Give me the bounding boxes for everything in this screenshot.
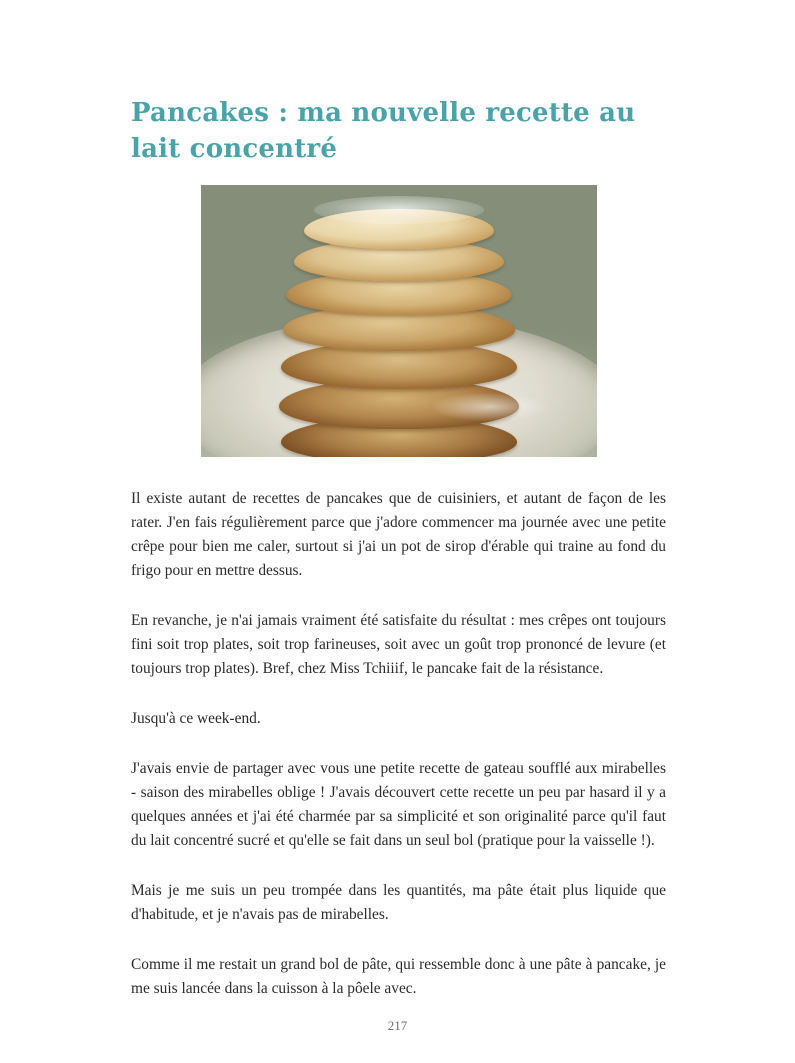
powdered-sugar-highlight xyxy=(314,196,484,224)
pancake-stack-photo xyxy=(201,185,597,457)
body-paragraph: Il existe autant de recettes de pancakes que de cuisiniers, et autant de façon de les rater. J'en fais régulièrement parce que j'adore commencer ma journée avec une petite crêpe pour bien me caler, surtout si j'ai un pot de sirop d'érable qui traine au fond du frigo pour en mettre dessus. xyxy=(131,490,666,579)
article-figure xyxy=(131,185,666,457)
document-content xyxy=(131,95,666,1001)
body-paragraph: En revanche, je n'ai jamais vraiment été satisfaite du résultat : mes crêpes ont toujours fini soit trop plates, soit trop farineuses, soit avec un goût trop prononcé de levure (et toujours trop plates). Bref, chez Miss Tchiiif, le pancake fait de la résistance. xyxy=(131,612,666,677)
page-title: Pancakes : ma nouvelle recette au lait concentré xyxy=(131,98,636,164)
powdered-sugar-highlight xyxy=(430,392,550,422)
body-paragraph: Mais je me suis un peu trompée dans les quantités, ma pâte était plus liquide que d'habitude, et je n'avais pas de mirabelles. xyxy=(131,882,666,923)
page-number: 217 xyxy=(387,1018,408,1033)
body-paragraph: Jusqu'à ce week-end. xyxy=(131,710,261,727)
body-paragraph: Comme il me restait un grand bol de pâte, qui ressemble donc à une pâte à pancake, je me suis lancée dans la cuisson à la pôele avec. xyxy=(131,956,666,997)
body-paragraph: J'avais envie de partager avec vous une petite recette de gateau soufflé aux mirabelles - saison des mirabelles oblige ! J'avais découvert cette recette un peu par hasard il y a quelques années et j'ai été charmée par sa simplicité et son originalité parce qu'il faut du lait concentré sucré et qu'elle se fait dans un seul bol (pratique pour la vaisselle !). xyxy=(131,760,666,849)
